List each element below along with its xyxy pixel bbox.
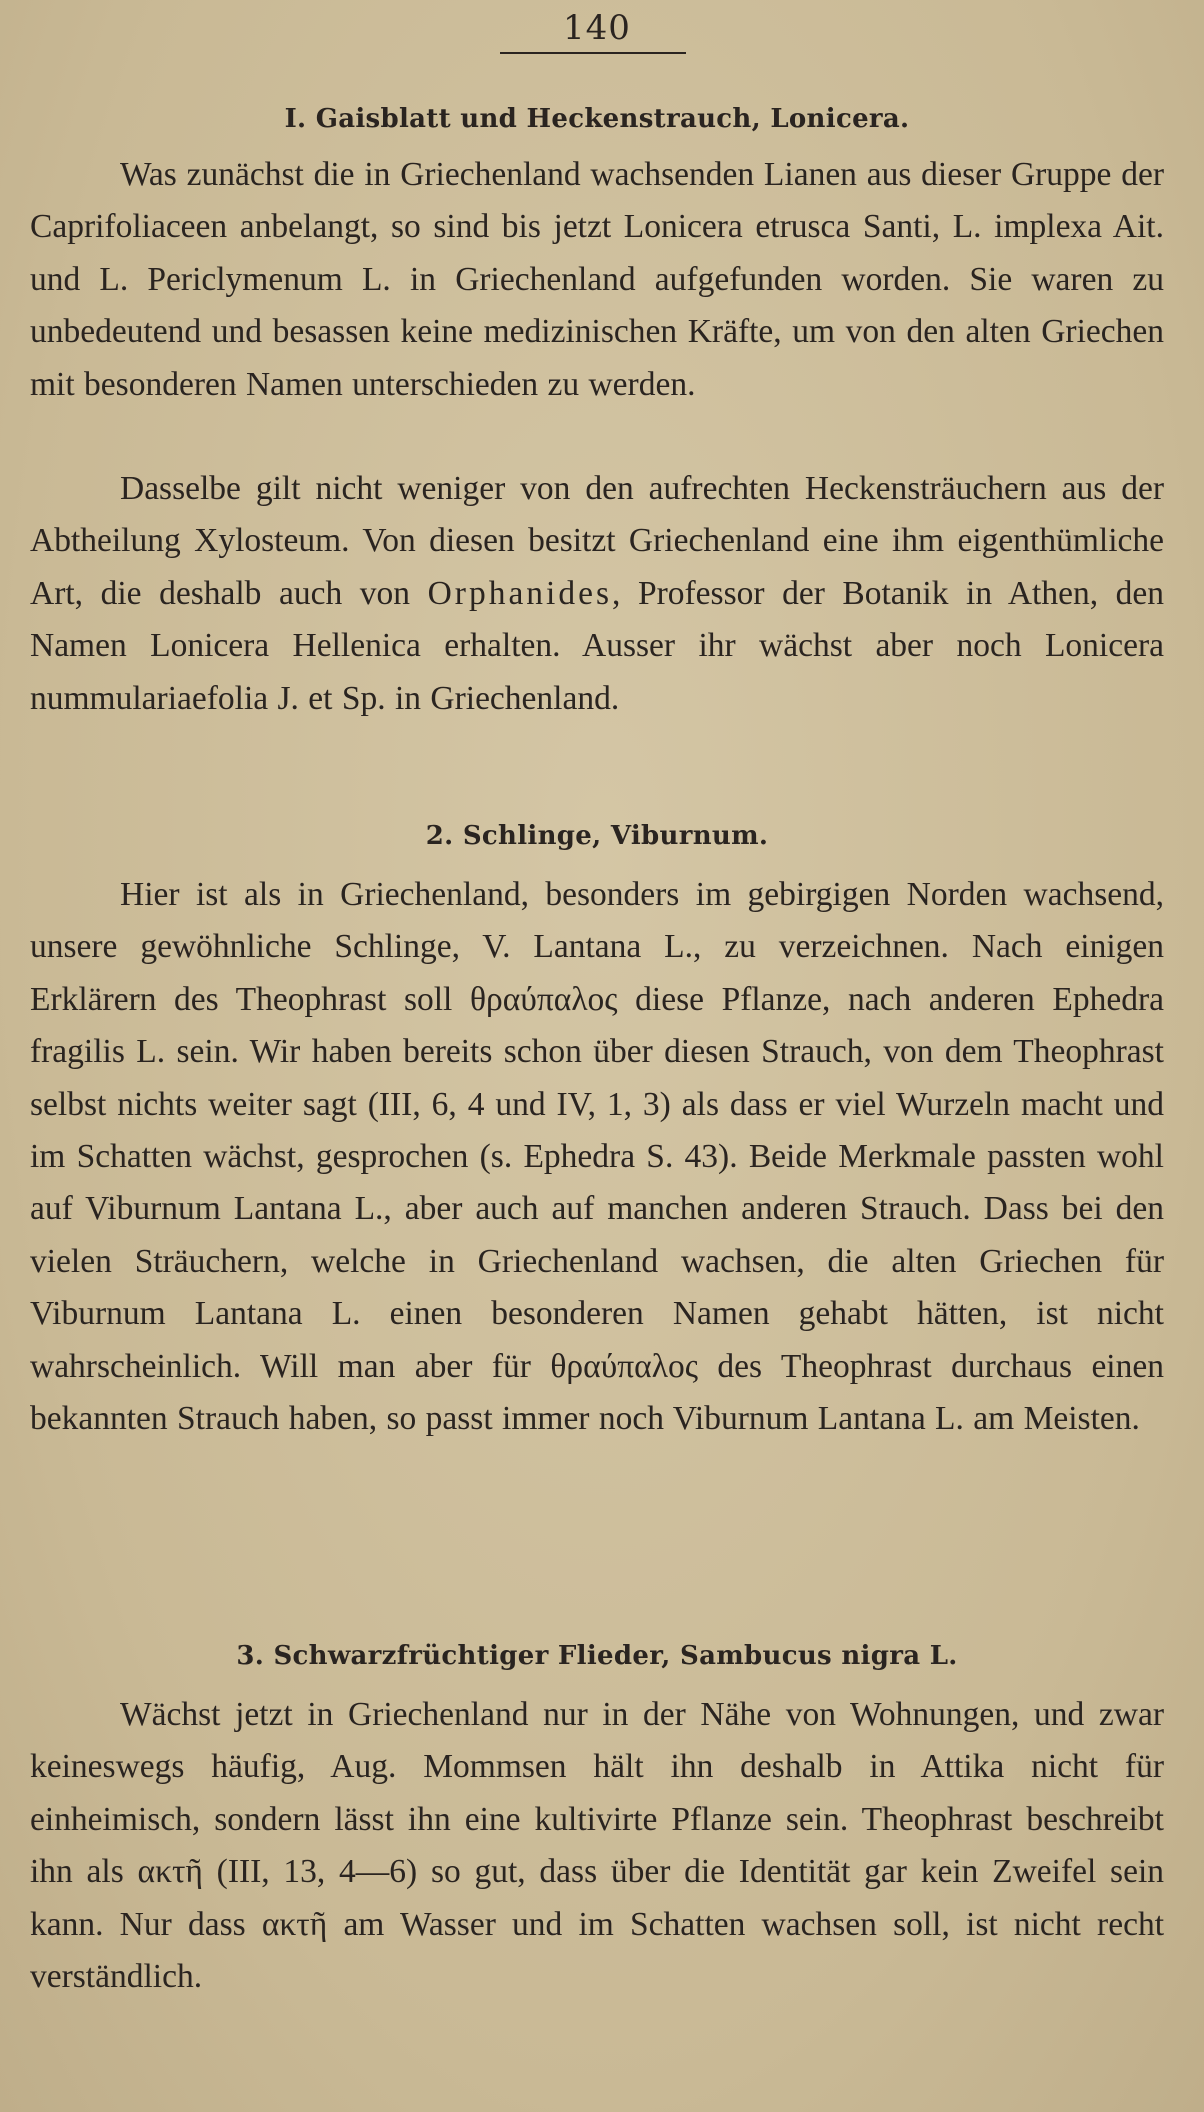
paragraph-text: , Professor der Botanik in Athen, den Namen Lonicera Hellenica erhalten. Ausser ihr wächst aber noch Lonicera nummulariaefolia J. et Sp. in Griechenland. [30,574,1164,717]
section-heading-sambucus: 3. Schwarzfrüchtiger Flieder, Sambucus nigra L. [236,1641,958,1671]
section-heading-lonicera: I. Gaisblatt und Heckenstrauch, Lonicera. [284,104,910,134]
page-number: 140 [563,8,631,48]
paragraph-sambucus: Wächst jetzt in Griechenland nur in der Nähe von Wohnungen, und zwar keineswegs häufig, Aug. Mommsen hält ihn deshalb in Attika nicht für einheimisch, sondern lässt ihn eine kultivirte Pflanze sein. Theophrast beschreibt ihn als ακτῆ (III, 13, 4—6) so gut, dass über die Identität gar kein Zweifel sein kann. Nur dass ακτῆ am Wasser und im Schatten wachsen soll, ist nicht recht verständlich. [30,1696,1164,1996]
paragraph-text: Dasselbe gilt nicht weniger von den aufrechten Heckensträuchern aus der Abtheilung Xylosteum. Von diesen besitzt Griechenland eine ihm eigenthümliche Art, die deshalb auch von [30,470,1164,612]
book-page [30,0,1164,2112]
paragraph-lonicera-xylosteum [30,463,1164,725]
paragraph-lonicera-lianen: Was zunächst die in Griechenland wachsenden Lianen aus dieser Gruppe der Caprifoliaceen anbelangt, so sind bis jetzt Lonicera etrusca Santi, L. implexa Ait. und L. Periclymenum L. in Griechenland aufgefunden worden. Sie waren zu unbedeutend und besassen keine medizinischen Kräfte, um von den alten Griechen mit besonderen Namen unterschieden zu werden. [30,156,1164,403]
paragraph-viburnum: Hier ist als in Griechenland, besonders im gebirgigen Norden wachsend, unsere gewöhnliche Schlinge, V. Lantana L., zu verzeichnen. Nach einigen Erklärern des Theophrast soll θραύπαλος diese Pflanze, nach anderen Ephedra fragilis L. sein. Wir haben bereits schon über diesen Strauch, von dem Theophrast selbst nichts weiter sagt (III, 6, 4 und IV, 1, 3) als dass er viel Wurzeln macht und im Schatten wächst, gesprochen (s. Ephedra S. 43). Beide Merkmale passten wohl auf Viburnum Lantana L., aber auch auf manchen anderen Strauch. Dass bei den vielen Sträuchern, welche in Griechenland wachsen, die alten Griechen für Viburnum Lantana L. einen besonderen Namen gehabt hätten, ist nicht wahrscheinlich. Will man aber für θραύπαλος des Theophrast durchaus einen bekannten Strauch haben, so passt immer noch Viburnum Lantana L. am Meisten. [30,876,1164,1438]
section-heading-viburnum: 2. Schlinge, Viburnum. [425,821,769,851]
page-number-rule [500,52,686,54]
spaced-name-orphanides: Orphanides [427,574,613,612]
